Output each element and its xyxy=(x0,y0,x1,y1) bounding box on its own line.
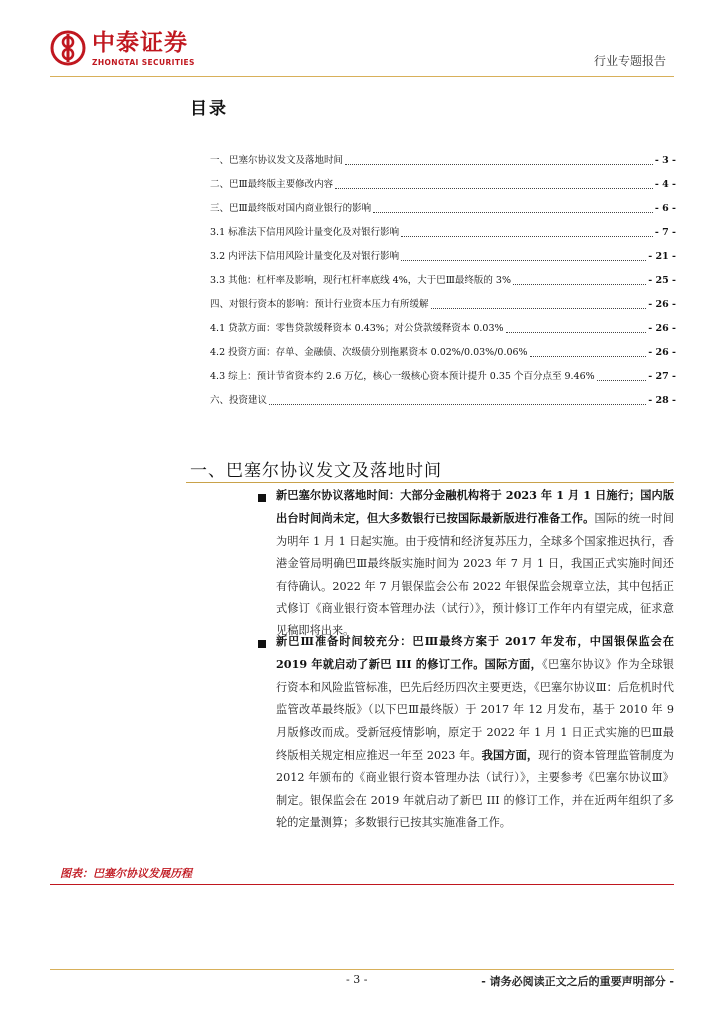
toc-item[interactable] xyxy=(210,296,676,312)
toc-item-page: - 7 - xyxy=(654,227,676,238)
toc-item-page: - 21 - xyxy=(648,251,676,262)
toc-leader xyxy=(530,348,647,357)
toc-leader xyxy=(506,324,647,333)
toc-item-label: 三、巴Ⅲ最终版对国内商业银行的影响 xyxy=(210,203,372,214)
toc-item[interactable] xyxy=(210,320,676,336)
toc-item-label: 3.3 其他：杠杆率及影响，现行杠杆率底线 4%，大于巴Ⅲ最终版的 3% xyxy=(210,275,511,286)
toc-item[interactable] xyxy=(210,272,676,288)
toc-title: 目录 xyxy=(190,99,228,119)
paragraph-lead: 我国方面， xyxy=(481,748,539,763)
page-number: - 3 - xyxy=(346,973,368,986)
footer-disclaimer: - 请务必阅读正文之后的重要声明部分 - xyxy=(481,975,674,988)
section-heading: 一、巴塞尔协议发文及落地时间 xyxy=(190,461,442,481)
toc-item[interactable] xyxy=(210,248,676,264)
figure-caption: 图表：巴塞尔协议发展历程 xyxy=(60,867,192,880)
paragraph-body: 国际的统一时间为明年 1 月 1 日起实施。由于疫情和经济复苏压力，全球多个国家推迟执行，香港金管局明确巴Ⅲ最终版实施时间为 2023 年 7 月 1 日，我国正式实施时间还有待确认。2022 年 7 月银保监会公布 2022 年银保监会规章立法，其中包括正式修订《商业银行资本管理办法（试行）》，预计修订工作年内有望完成，征求意见稿即将出来。 xyxy=(276,512,674,638)
toc-item-page: - 27 - xyxy=(648,371,676,382)
toc-item-page: - 26 - xyxy=(648,323,676,334)
toc-leader xyxy=(401,228,653,237)
toc-item-label: 3.1 标准法下信用风险计量变化及对银行影响 xyxy=(210,227,400,238)
toc-item[interactable] xyxy=(210,176,676,192)
paragraph-body: 现行的资本管理监管制度为 2012 年颁布的《商业银行资本管理办法（试行）》，主要参考《巴塞尔协议Ⅲ》制定。银保监会在 2019 年就启动了新巴 III 的修订工作，并在近两年组织了多轮的定量测算；多数银行已按其实施准备工作。 xyxy=(276,749,674,830)
brand-name-en: ZHONGTAI SECURITIES xyxy=(92,58,195,67)
toc-item-label: 4.3 综上：预计节省资本约 2.6 万亿，核心一级核心资本预计提升 0.35 个百分点至 9.46% xyxy=(210,371,595,382)
toc-item-label: 四、对银行资本的影响：预计行业资本压力有所缓解 xyxy=(210,299,429,310)
header-divider xyxy=(50,76,674,77)
toc-item-page: - 25 - xyxy=(648,275,676,286)
section-divider xyxy=(186,482,674,483)
toc-item-page: - 26 - xyxy=(648,347,676,358)
toc-leader xyxy=(269,396,646,405)
toc-leader xyxy=(345,156,653,165)
zhongtai-logo-icon xyxy=(50,30,86,66)
toc-item-label: 六、投资建议 xyxy=(210,395,268,406)
toc-item[interactable] xyxy=(210,224,676,240)
paragraph-lead: 新巴Ⅲ准备时间较充分：巴Ⅲ最终方案于 2017 年发布，中国银保监会在 2019 年就启动了新巴 III 的修订工作。国际方面， xyxy=(276,634,674,672)
paragraph-lead: 新巴塞尔协议落地时间：大部分金融机构将于 2023 年 1 月 1 日施行；国内版出台时间尚未定，但大多数银行已按国际最新版进行准备工作。 xyxy=(276,488,674,526)
toc-item[interactable] xyxy=(210,344,676,360)
brand-name-cn: 中泰证券 xyxy=(92,30,188,56)
toc-item-label: 3.2 内评法下信用风险计量变化及对银行影响 xyxy=(210,251,400,262)
paragraph-landing-time xyxy=(276,484,674,643)
report-type-label: 行业专题报告 xyxy=(593,54,666,68)
toc-item-page: - 26 - xyxy=(648,299,676,310)
toc-item-page: - 3 - xyxy=(654,155,676,166)
toc-item-label: 二、巴Ⅲ最终版主要修改内容 xyxy=(210,179,334,190)
toc-item-label: 一、巴塞尔协议发文及落地时间 xyxy=(210,155,344,166)
bullet-icon xyxy=(258,494,266,502)
figure-caption-bar xyxy=(50,862,674,885)
toc-leader xyxy=(401,252,646,261)
toc-item[interactable] xyxy=(210,368,676,384)
toc-item-label: 4.1 贷款方面：零售贷款缓释资本 0.43%；对公贷款缓释资本 0.03% xyxy=(210,323,504,334)
toc-leader xyxy=(373,204,653,213)
paragraph-body: 《巴塞尔协议》作为全球银行资本和风险监管标准，巴先后经历四次主要更迭，《巴塞尔协议Ⅲ：后危机时代监管改革最终版》（以下巴Ⅲ最终版）于 2017 年 12 月发布，基于 2010 年 9 月版修改而成。受新冠疫情影响，原定于 2022 年 1 月 1 日正式实施的巴Ⅲ最终版相关规定相应推迟一年至 2023 年。 xyxy=(276,658,674,763)
toc-leader xyxy=(335,180,653,189)
toc-leader xyxy=(431,300,647,309)
toc-item-page: - 4 - xyxy=(654,179,676,190)
toc-item[interactable] xyxy=(210,200,676,216)
bullet-icon xyxy=(258,640,266,648)
toc-item[interactable] xyxy=(210,392,676,408)
toc-item-page: - 28 - xyxy=(648,395,676,406)
toc-leader xyxy=(597,372,647,381)
paragraph-preparation xyxy=(276,630,674,835)
toc-item[interactable] xyxy=(210,152,676,168)
toc-leader xyxy=(513,276,646,285)
toc-item-label: 4.2 投资方面：存单、金融债、次级债分别拖累资本 0.02%/0.03%/0.06% xyxy=(210,347,528,358)
toc-item-page: - 6 - xyxy=(654,203,676,214)
footer-divider xyxy=(50,969,674,970)
